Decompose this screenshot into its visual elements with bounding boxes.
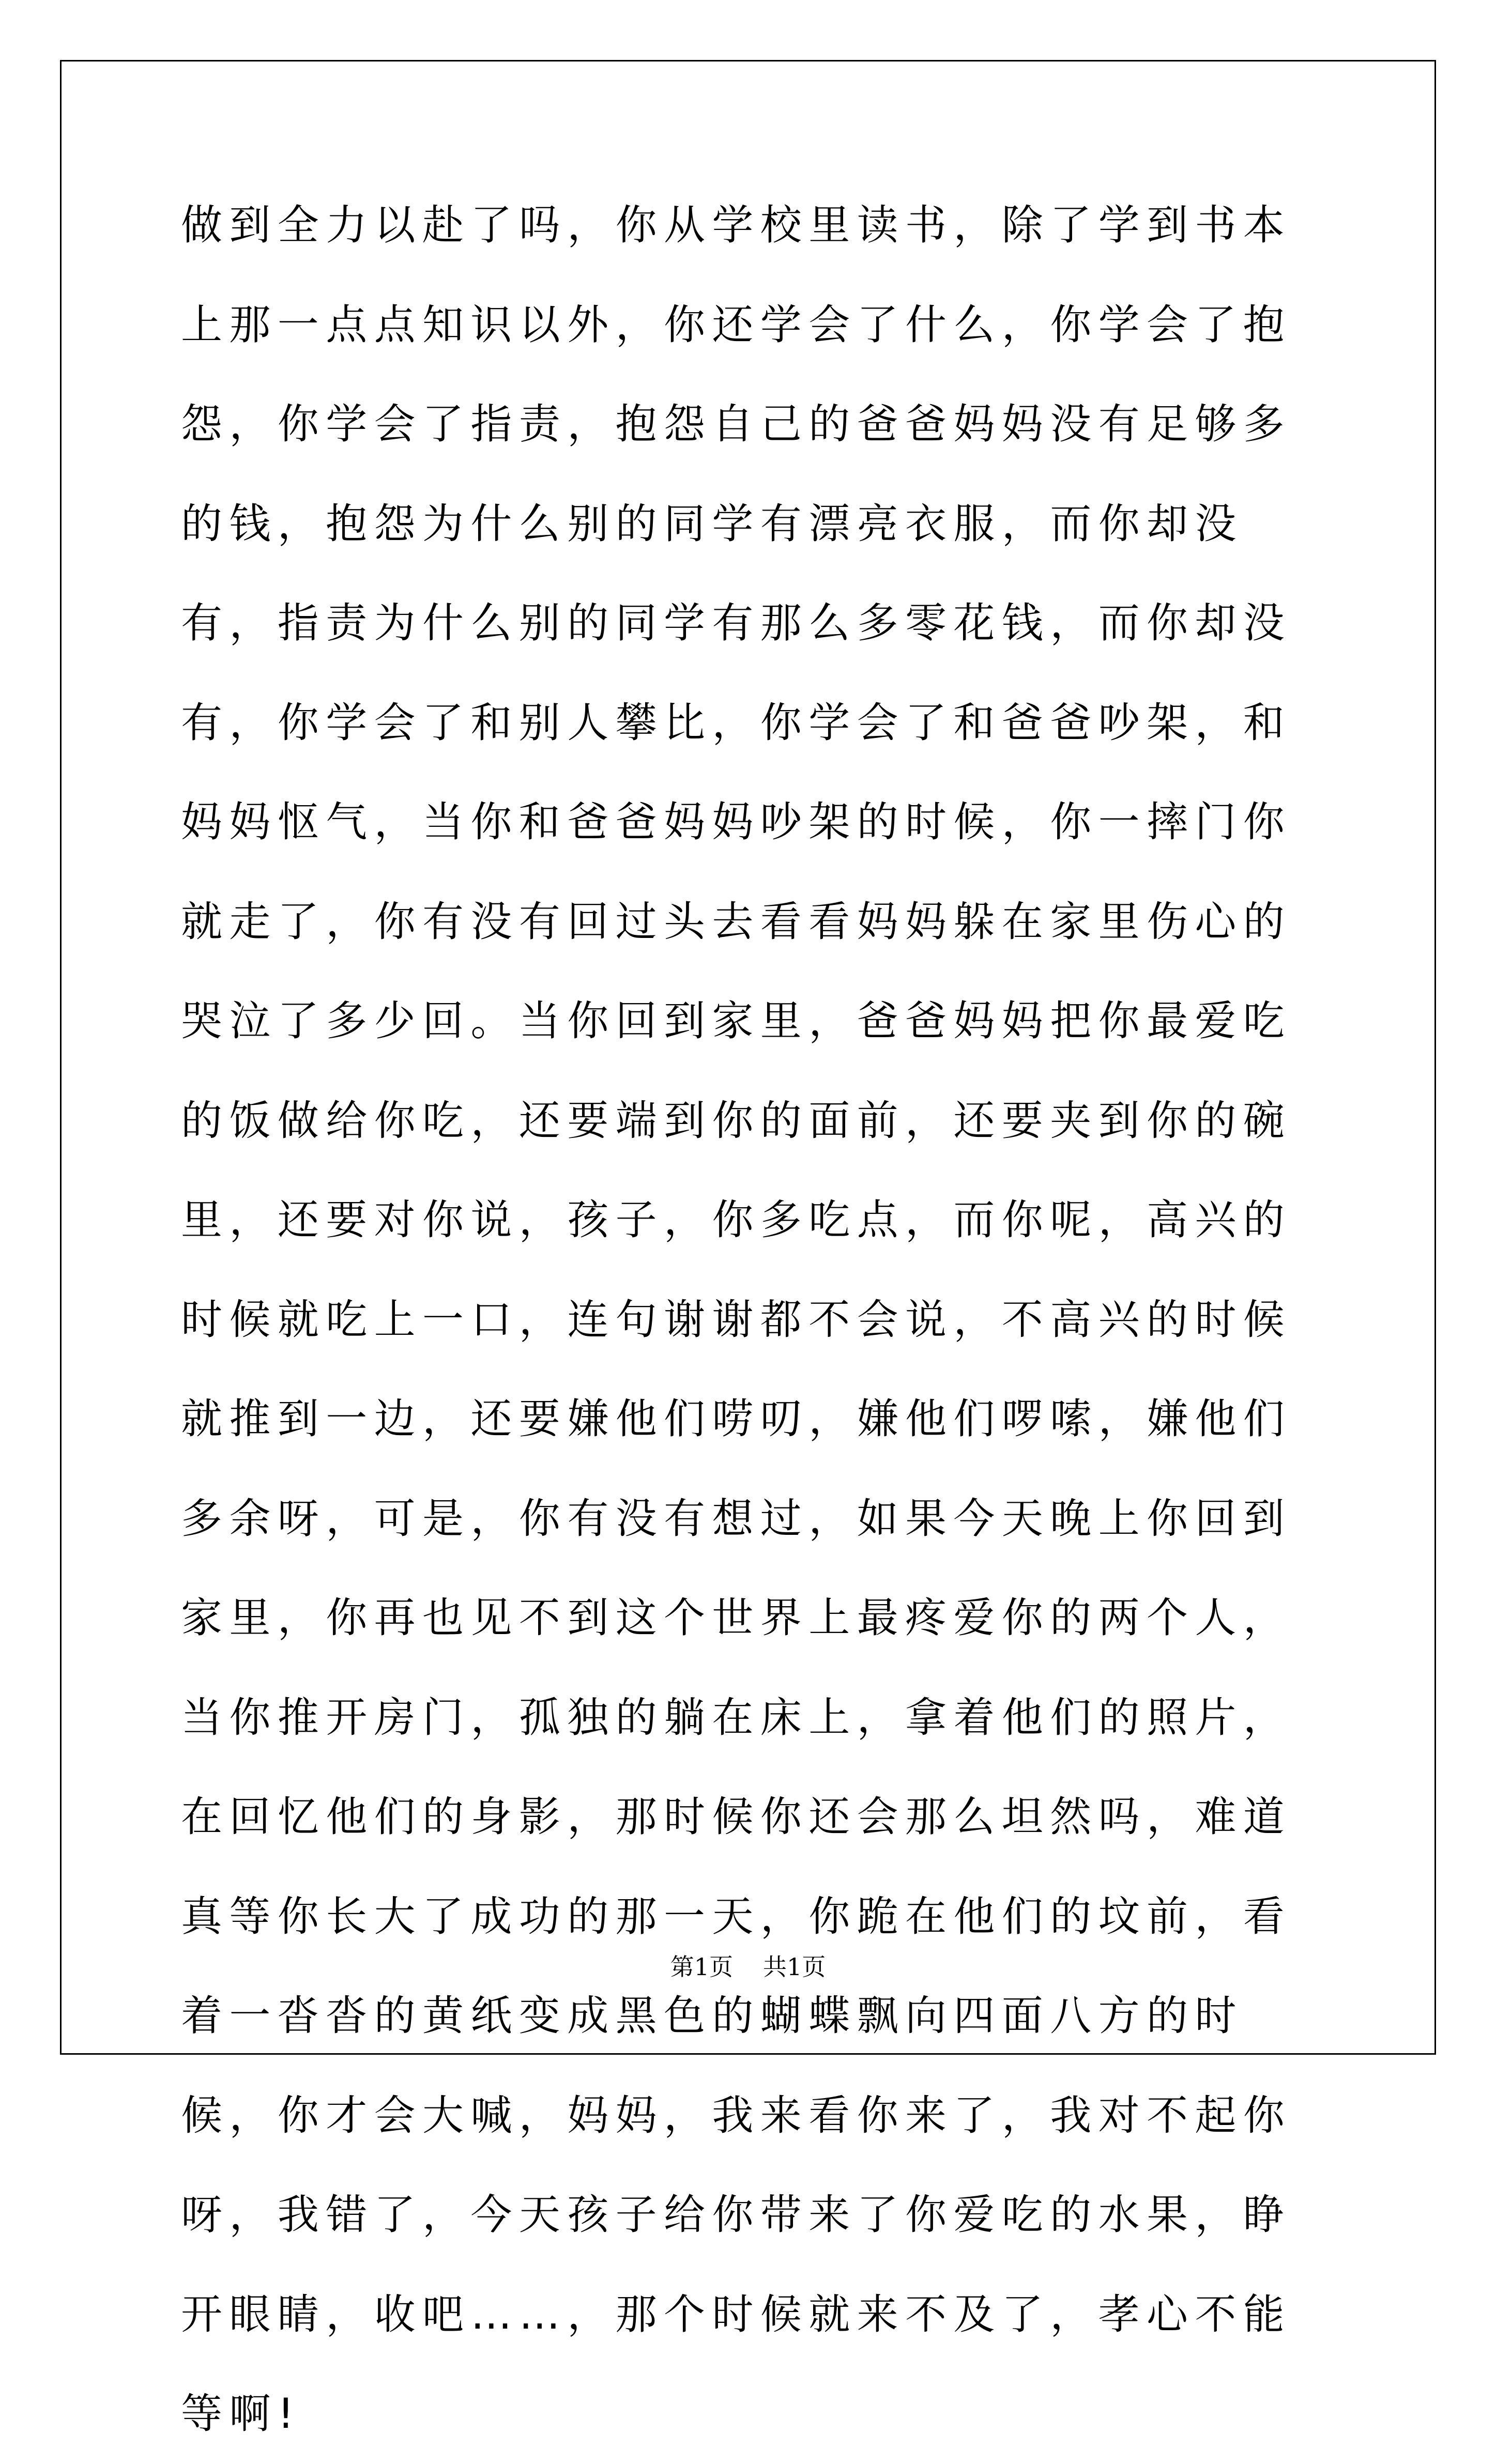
page-footer: [0, 1948, 1496, 1982]
body-paragraph: 做到全力以赴了吗，你从学校里读书，除了学到书本上那一点点知识以外，你还学会了什么，你学会了抱怨，你学会了指责，抱怨自己的爸爸妈妈没有足够多的钱，抱怨为什么别的同学有漂亮衣服，而你却没有，指责为什么别的同学有那么多零花钱，而你却没有，你学会了和别人攀比，你学会了和爸爸吵架，和妈妈怄气，当你和爸爸妈妈吵架的时候，你一摔门你就走了，你有没有回过头去看看妈妈躲在家里伤心的哭泣了多少回。当你回到家里，爸爸妈妈把你最爱吃的饭做给你吃，还要端到你的面前，还要夹到你的碗里，还要对你说，孩子，你多吃点，而你呢，高兴的时候就吃上一口，连句谢谢都不会说，不高兴的时候就推到一边，还要嫌他们唠叨，嫌他们啰嗦，嫌他们多余呀，可是，你有没有想过，如果今天晚上你回到家里，你再也见不到这个世界上最疼爱你的两个人，当你推开房门，孤独的躺在床上，拿着他们的照片，在回忆他们的身影，那时候你还会那么坦然吗，难道真等你长大了成功的那一天，你跪在他们的坟前，看着一沓沓的黄纸变成黑色的蝴蝶飘向四面八方的时候，你才会大喊，妈妈，我来看你来了，我对不起你呀，我错了，今天孩子给你带来了你爱吃的水果，睁开眼睛，收吧……，那个时候就来不及了，孝心不能等啊!: [181, 201, 1292, 2438]
page-number-total: 共1页: [763, 1953, 826, 1981]
page-number-current: 第1页: [670, 1953, 733, 1981]
